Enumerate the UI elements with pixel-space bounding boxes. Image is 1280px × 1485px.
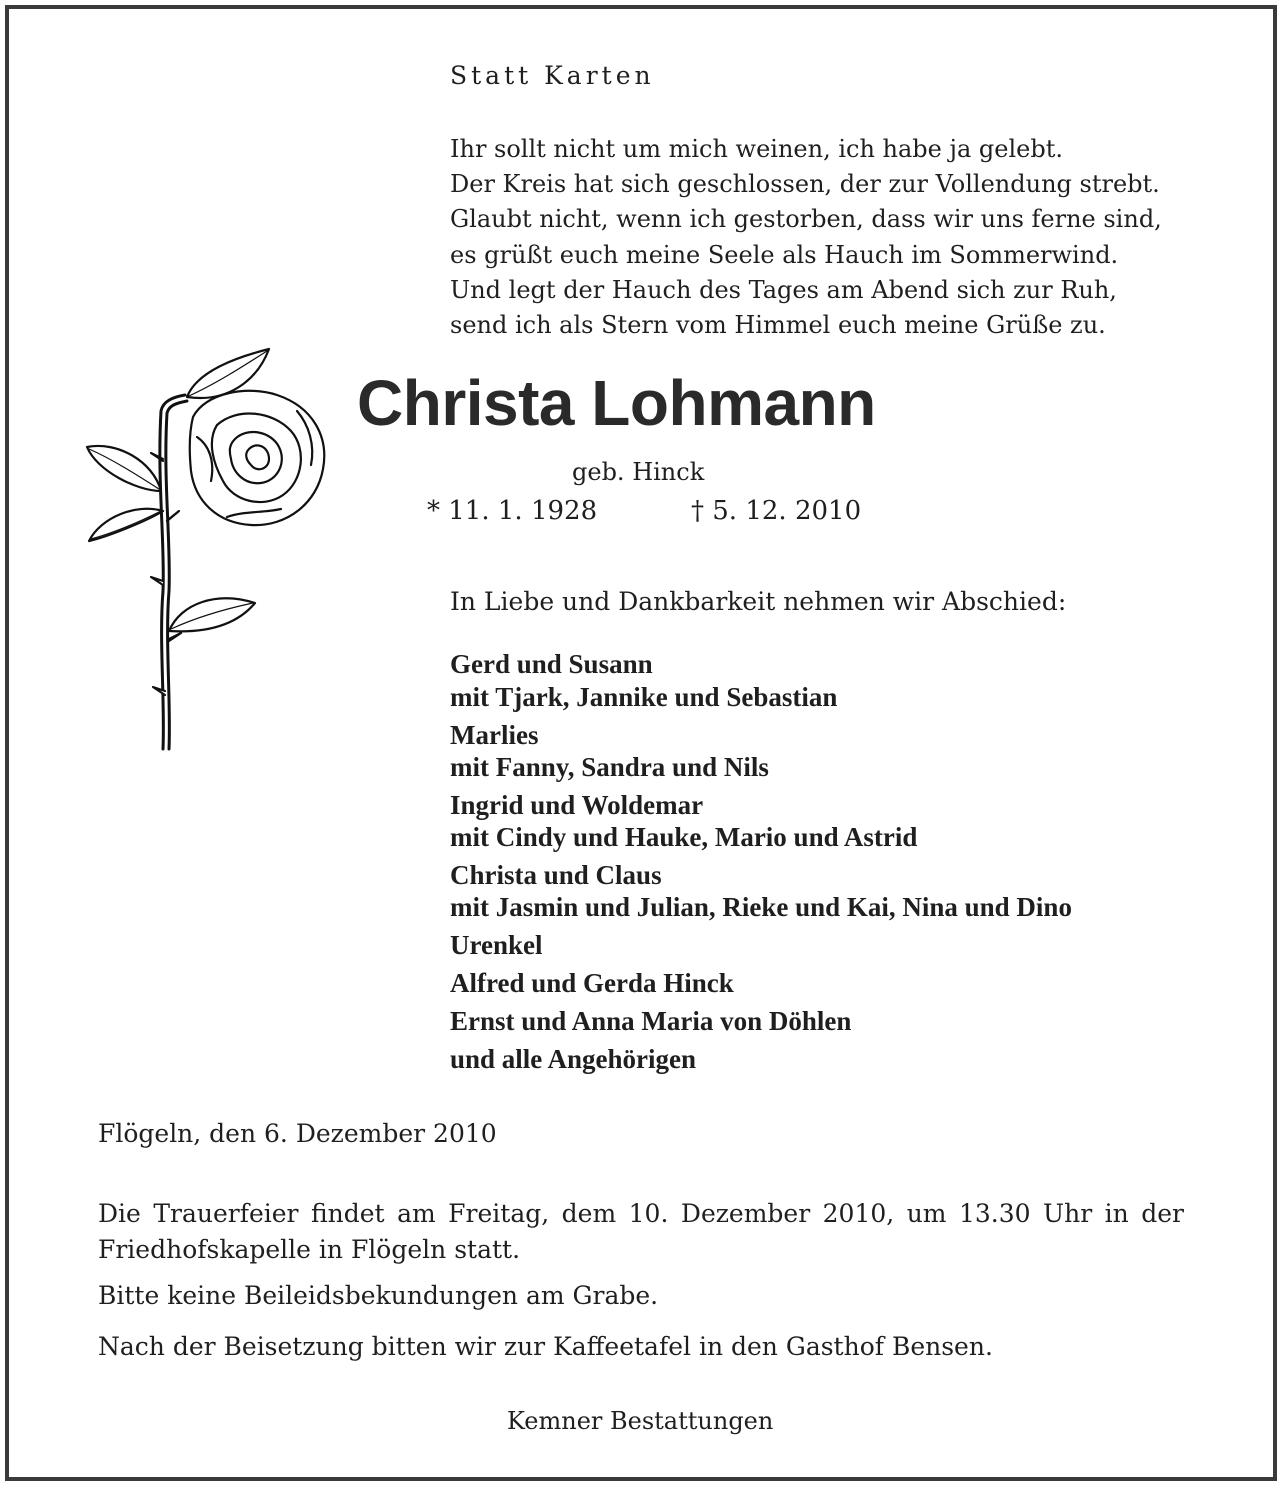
family-line: Urenkel xyxy=(450,930,543,960)
family-line: Marlies xyxy=(450,720,539,750)
death-date: † 5. 12. 2010 xyxy=(691,496,862,526)
rose-icon xyxy=(77,341,327,751)
poem-line: Ihr sollt nicht um mich weinen, ich habe ja gelebt. xyxy=(450,135,1063,163)
funeral-notice: Die Trauerfeier findet am Freitag, dem 10. Dezember 2010, um 13.30 Uhr in der Friedhofskapelle in Flögeln statt. xyxy=(98,1199,1184,1264)
statt-karten-heading: Statt Karten xyxy=(450,61,655,90)
maiden-name: geb. Hinck xyxy=(572,458,705,486)
poem xyxy=(450,132,1162,343)
family-line: Ernst und Anna Maria von Döhlen xyxy=(450,1006,852,1036)
obituary-card xyxy=(5,5,1277,1481)
family-line: Gerd und Susann xyxy=(450,649,653,679)
undertaker-name: Kemner Bestattungen xyxy=(507,1407,774,1435)
place-date: Flögeln, den 6. Dezember 2010 xyxy=(98,1119,497,1148)
poem-line: send ich als Stern vom Himmel euch meine Grüße zu. xyxy=(450,311,1106,340)
birth-date: * 11. 1. 1928 xyxy=(427,496,598,526)
farewell-intro: In Liebe und Dankbarkeit nehmen wir Abschied: xyxy=(450,587,1067,616)
coffee-note: Nach der Beisetzung bitten wir zur Kaffeetafel in den Gasthof Bensen. xyxy=(98,1332,993,1361)
poem-line: Der Kreis hat sich geschlossen, der zur Vollendung strebt. xyxy=(450,170,1160,199)
family-line: Alfred und Gerda Hinck xyxy=(450,968,734,998)
family-line: und alle Angehörigen xyxy=(450,1044,697,1074)
poem-line: Und legt der Hauch des Tages am Abend sich zur Ruh, xyxy=(450,275,1117,304)
poem-line: Glaubt nicht, wenn ich gestorben, dass wir uns ferne sind, xyxy=(450,205,1162,234)
family-line: mit Cindy und Hauke, Mario und Astrid xyxy=(450,822,918,852)
family-line: Ingrid und Woldemar xyxy=(450,790,704,820)
family-line: mit Tjark, Jannike und Sebastian xyxy=(450,682,838,712)
family-line: mit Jasmin und Julian, Rieke und Kai, Nina und Dino xyxy=(450,892,1072,922)
family-line: Christa und Claus xyxy=(450,860,662,890)
family-line: mit Fanny, Sandra und Nils xyxy=(450,752,769,782)
condolence-note: Bitte keine Beileidsbekundungen am Grabe. xyxy=(98,1281,659,1310)
deceased-name: Christa Lohmann xyxy=(357,367,876,439)
poem-line: es grüßt euch meine Seele als Hauch im Sommerwind. xyxy=(450,240,1119,269)
